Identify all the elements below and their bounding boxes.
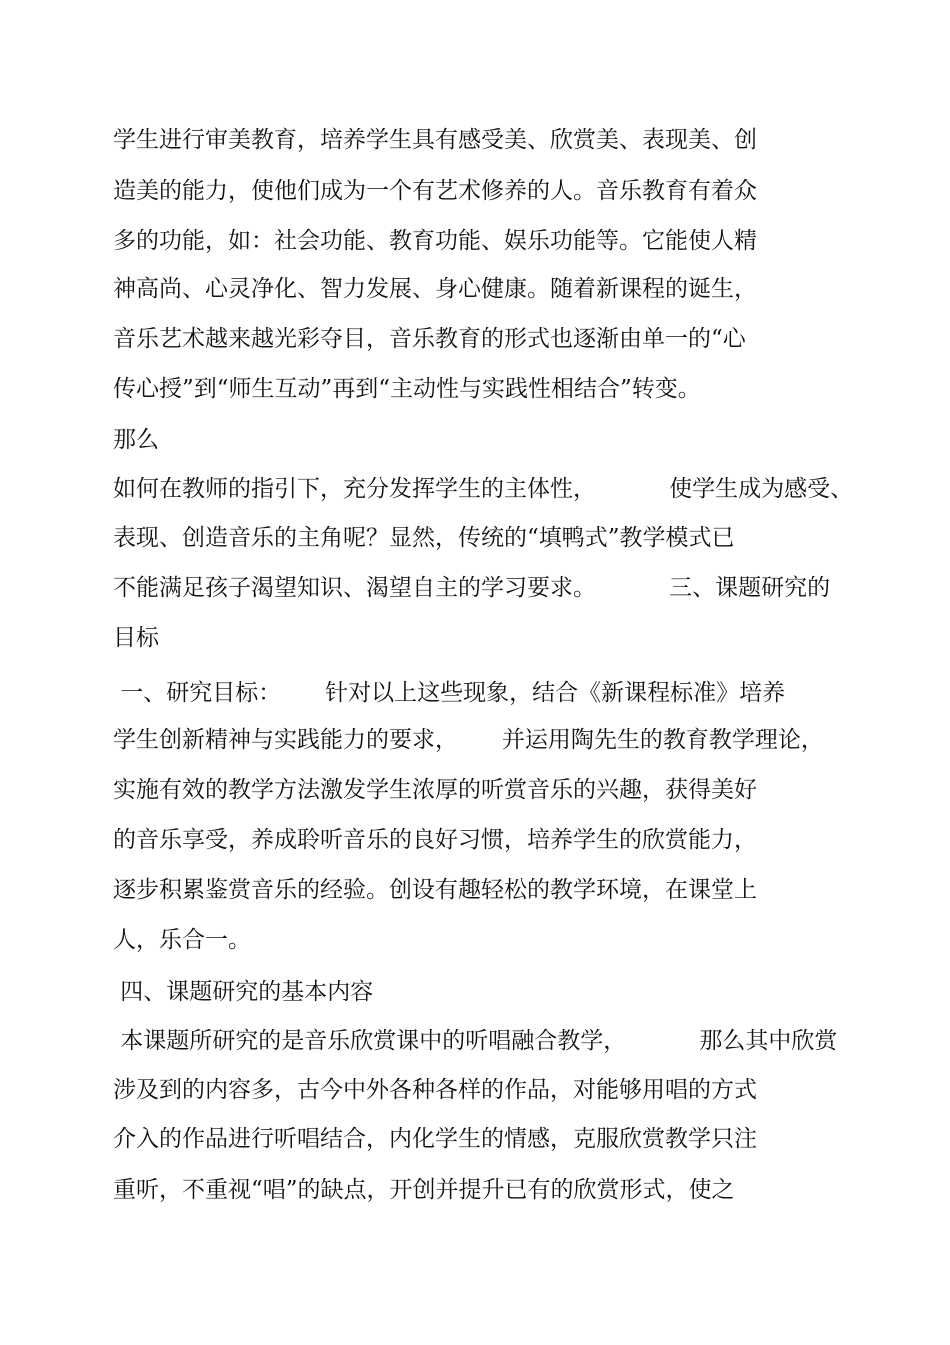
- section-heading-continuation: 目标: [113, 625, 159, 651]
- text-line: 涉及到的内容多，古今中外各种各样的作品，对能够用唱的方式: [113, 1077, 757, 1103]
- text-line: 介入的作品进行听唱结合，内化学生的情感，克服欣赏教学只注: [113, 1126, 757, 1152]
- text-line: 一、研究目标： 针对以上这些现象，结合《新课程标准》培养: [113, 680, 786, 706]
- text-line: 那么: [113, 427, 159, 453]
- text-line: 重听，不重视“唱”的缺点，开创并提升已有的欣赏形式，使之: [113, 1177, 735, 1203]
- text-line: 多的功能，如：社会功能、教育功能、娱乐功能等。它能使人精: [113, 228, 757, 254]
- text-line: 学生创新精神与实践能力的要求， 并运用陶先生的教育教学理论，: [113, 727, 824, 753]
- text-line: 传心授”到“师生互动”再到“主动性与实践性相结合”转变。: [113, 376, 701, 402]
- text-line: 表现、创造音乐的主角呢？显然，传统的“填鸭式”教学模式已: [113, 525, 735, 551]
- text-line: 本课题所研究的是音乐欣赏课中的听唱融合教学， 那么其中欣赏: [113, 1028, 838, 1054]
- text-line: 不能满足孩子渴望知识、渴望自主的学习要求。 三、课题研究的: [113, 575, 831, 601]
- text-line: 如何在教师的指引下，充分发挥学生的主体性， 使学生成为感受、: [113, 476, 854, 502]
- text-line: 人，乐合一。: [113, 927, 251, 953]
- text-line: 的音乐享受，养成聆听音乐的良好习惯，培养学生的欣赏能力，: [113, 827, 757, 853]
- text-line: 神高尚、心灵净化、智力发展、身心健康。随着新课程的诞生，: [113, 276, 757, 302]
- text-line: 音乐艺术越来越光彩夺目，音乐教育的形式也逐渐由单一的“心: [113, 326, 746, 352]
- text-line: 逐步积累鉴赏音乐的经验。创设有趣轻松的教学环境，在课堂上: [113, 877, 757, 903]
- text-line: 学生进行审美教育，培养学生具有感受美、欣赏美、表现美、创: [113, 127, 757, 153]
- text-line: 实施有效的教学方法激发学生浓厚的听赏音乐的兴趣，获得美好: [113, 777, 757, 803]
- text-line: 造美的能力，使他们成为一个有艺术修养的人。音乐教育有着众: [113, 178, 757, 204]
- section-heading: 四、课题研究的基本内容: [113, 979, 374, 1005]
